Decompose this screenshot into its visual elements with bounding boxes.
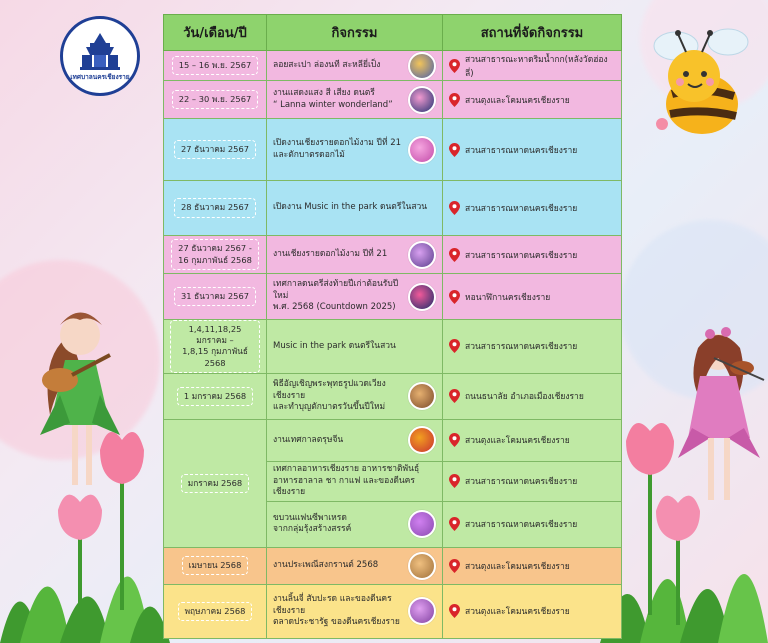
venue-name: สวนสาธารณหาดนครเชียงราย [465,342,578,353]
date-label: 31 ธันวาคม 2567 [174,287,256,306]
activity-cell [267,236,443,274]
date-cell [164,51,267,81]
date-cell [164,584,267,638]
table-row [164,419,622,461]
venue-cell [443,181,622,236]
event-photo-thumbnail [408,283,436,311]
activity-name: เทศกาลดนตรีส่งท้ายปีเก่าต้อนรับปีใหม่ พ.ศ. 2568 (Countdown 2025) [273,279,399,313]
venue-cell [443,119,622,181]
activity-cell [267,584,443,638]
activity-name: งานลิ้นจี่ สับปะรด และของดีนครเชียงราย ตลาดประชารัฐ ของดีนครเชียงราย [273,594,400,627]
temple-emblem-icon [76,31,124,71]
location-pin-icon [449,604,460,618]
date-label: มกราคม 2568 [181,474,249,493]
date-cell [164,81,267,119]
location-pin-icon [449,517,460,531]
activity-name: งานเทศกาลตรุษจีน [273,434,344,445]
location-pin-icon [449,474,460,488]
event-photo-thumbnail [408,552,436,580]
table-row [164,373,622,419]
venue-cell [443,236,622,274]
table-row [164,547,622,584]
venue-name: สวนสาธารณหาดนครเชียงราย [465,204,578,214]
activity-name: ขบวนแฟนซีพาเหรด จากกลุ่มรุ้งสร้างสรรค์ [273,512,352,535]
event-photo-thumbnail [408,510,436,538]
venue-cell [443,461,622,501]
location-pin-icon [449,93,460,107]
date-label: 1 มกราคม 2568 [177,387,253,406]
location-pin-icon [449,59,460,73]
activity-name: เทศกาลอาหารเชียงราย อาหารชาติพันธุ์ อาหารฮาลาล ชา กาแฟ และของดีนครเชียงราย [273,464,420,497]
date-cell [164,419,267,547]
venue-cell [443,419,622,461]
venue-cell [443,51,622,81]
activity-cell [267,501,443,547]
venue-name: สวนตุงและโคมนครเชียงราย [465,95,570,106]
venue-name: สวนสาธารณหาดนครเชียงราย [465,145,578,156]
venue-cell [443,547,622,584]
location-pin-icon [449,559,460,573]
venue-name: สวนสาธารณหาดนครเชียงราย [465,520,578,531]
table-row [164,236,622,274]
activity-name: งานเชียงรายดอกไม้งาม ปีที่ 21 [273,248,388,259]
location-pin-icon [449,433,460,447]
date-label: 27 ธันวาคม 2567 [174,140,256,159]
venue-name: สวนสาธารณหาดนครเชียงราย [465,250,578,261]
date-cell [164,320,267,374]
tulip-garden-right-illustration [600,395,768,643]
event-photo-thumbnail [408,426,436,454]
activity-cell [267,274,443,320]
date-cell [164,236,267,274]
activity-cell [267,419,443,461]
location-pin-icon [449,248,460,262]
venue-cell [443,584,622,638]
event-photo-thumbnail [408,86,436,114]
activity-cell [267,181,443,236]
date-label: 28 ธันวาคม 2567 [174,198,256,217]
table-row [164,584,622,638]
event-photo-thumbnail [408,136,436,164]
date-label: 1,4,11,18,25 มกราคม – 1,8,15 กุมภาพันธ์ 2568 [170,320,260,373]
venue-name: ถนนธนาลัย อำเภอเมืองเชียงราย [465,392,584,403]
activity-name: ลอยสะเปา ล่องนที สะหลียี่เป็ง [273,59,381,70]
event-schedule-table [163,14,622,639]
table-header-row [164,15,622,51]
venue-name: หอนาฬิกานครเชียงราย [465,292,551,303]
activity-name: งานแสดงแสง สี เสียง ดนตรี “ Lanna winter wonderland” [273,88,393,110]
venue-name: สวนตุงและโคมนครเชียงราย [465,561,570,572]
seal-text: เทศบาลนครเชียงราย [70,72,130,81]
bee-illustration [642,24,758,144]
venue-cell [443,320,622,374]
event-photo-thumbnail [408,52,436,80]
city-seal-logo [60,16,140,96]
venue-cell [443,274,622,320]
header-date: วัน/เดือน/ปี [164,15,267,51]
activity-name: เปิดงานเชียงรายดอกไม้งาม ปีที่ 21 และตักบาตรดอกไม้ [273,138,402,160]
venue-name: สวนสาธารณะหาดริมน้ำกก(หลังวัดฮ่องลี่) [465,54,608,79]
venue-cell [443,81,622,119]
table-row [164,119,622,181]
table-row [164,320,622,374]
location-pin-icon [449,290,460,304]
date-cell [164,547,267,584]
date-cell [164,373,267,419]
date-cell [164,274,267,320]
tulip-garden-left-illustration [0,410,170,643]
table-row [164,51,622,81]
location-pin-icon [449,389,460,403]
date-cell [164,119,267,181]
table-row [164,181,622,236]
activity-cell [267,51,443,81]
event-photo-thumbnail [408,597,436,625]
activity-cell [267,320,443,374]
location-pin-icon [449,201,460,215]
activity-name: พิธีอัญเชิญพระพุทธรูปแวดเวียงเชียงราย และทำบุญตักบาตรวันขึ้นปีใหม่ [273,379,386,412]
location-pin-icon [449,339,460,353]
date-label: 22 – 30 พ.ย. 2567 [172,90,259,109]
activity-name: เปิดงาน Music in the park ดนตรีในสวน [273,202,428,213]
activity-name: งานประเพณีสงกรานต์ 2568 [273,560,379,571]
date-label: เมษายน 2568 [182,556,249,575]
date-label: 27 ธันวาคม 2567 - 16 กุมภาพันธ์ 2568 [171,239,259,269]
activity-cell [267,81,443,119]
table-row [164,81,622,119]
venue-name: สวนตุงและโคมนครเชียงราย [465,607,570,618]
table-row [164,274,622,320]
venue-cell [443,501,622,547]
date-label: พฤษภาคม 2568 [178,602,253,621]
venue-name: สวนตุงและโคมนครเชียงราย [465,436,570,447]
activity-name: Music in the park ดนตรีในสวน [273,340,396,351]
event-photo-thumbnail [408,382,436,410]
header-activity: กิจกรรม [267,15,443,51]
venue-name: สวนสาธารณหาดนครเชียงราย [465,477,578,488]
event-photo-thumbnail [408,241,436,269]
activity-cell [267,547,443,584]
activity-cell [267,119,443,181]
location-pin-icon [449,143,460,157]
venue-cell [443,373,622,419]
activity-cell [267,373,443,419]
activity-cell [267,461,443,501]
date-cell [164,181,267,236]
header-venue: สถานที่จัดกิจกรรม [443,15,622,51]
date-label: 15 – 16 พ.ย. 2567 [172,56,259,75]
